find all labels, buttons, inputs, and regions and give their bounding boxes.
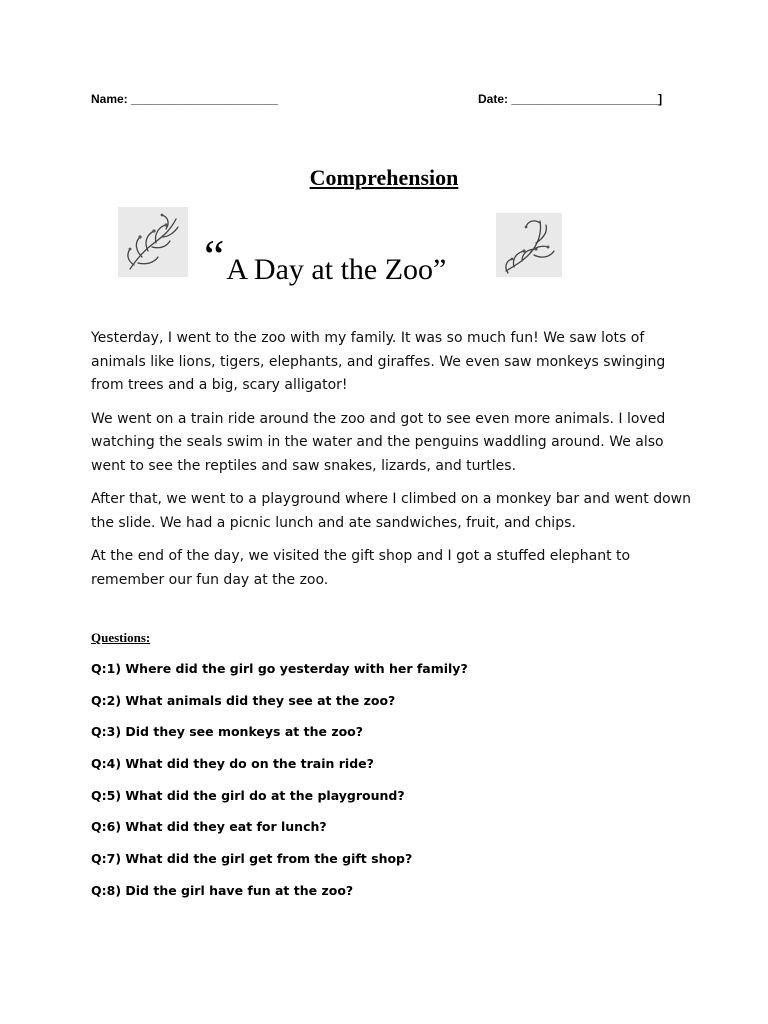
questions-heading: Questions: [91, 630, 151, 645]
story-paragraph: Yesterday, I went to the zoo with my family. It was so much fun! We saw lots of animals like lions, tigers, elephants, and giraffes. We even saw monkeys swinging from trees and a big, scary alligator! [91, 330, 666, 393]
question-item: Q:6) What did they eat for lunch? [91, 819, 327, 835]
date-field-label: Date: ______________________] [478, 92, 663, 106]
story-body [91, 327, 691, 602]
story-title [204, 229, 446, 287]
question-item: Q:7) What did the girl get from the gift shop? [91, 851, 413, 867]
flourish-icon [118, 207, 188, 277]
question-item: Q:4) What did they do on the train ride? [91, 756, 374, 772]
flourish-icon [496, 213, 562, 277]
story-paragraph: At the end of the day, we visited the gift shop and I got a stuffed elephant to remember our fun day at the zoo. [91, 548, 631, 588]
story-title-row [0, 207, 768, 286]
story-paragraph: After that, we went to a playground where I climbed on a monkey bar and went down the slide. We had a picnic lunch and ate sandwiches, fruit, and chips. [91, 491, 691, 531]
question-item: Q:8) Did the girl have fun at the zoo? [91, 882, 354, 898]
story-title-text: A Day at the Zoo” [226, 253, 447, 286]
story-title-open-quote: “ [204, 230, 225, 281]
page-title: Comprehension [309, 165, 459, 190]
question-item: Q:3) Did they see monkeys at the zoo? [91, 724, 364, 740]
story-paragraph: We went on a train ride around the zoo and got to see even more animals. I loved watching the seals swim in the water and the penguins waddling around. We also went to see the reptiles and saw snakes, lizards, and turtles. [91, 410, 666, 474]
question-item: Q:5) What did the girl do at the playground? [91, 787, 405, 803]
question-item: Q:2) What animals did they see at the zoo? [91, 692, 396, 708]
questions-list [91, 660, 691, 914]
name-field-label: Name: ______________________ [91, 92, 278, 106]
question-item: Q:1) Where did the girl go yesterday with her family? [91, 661, 468, 676]
